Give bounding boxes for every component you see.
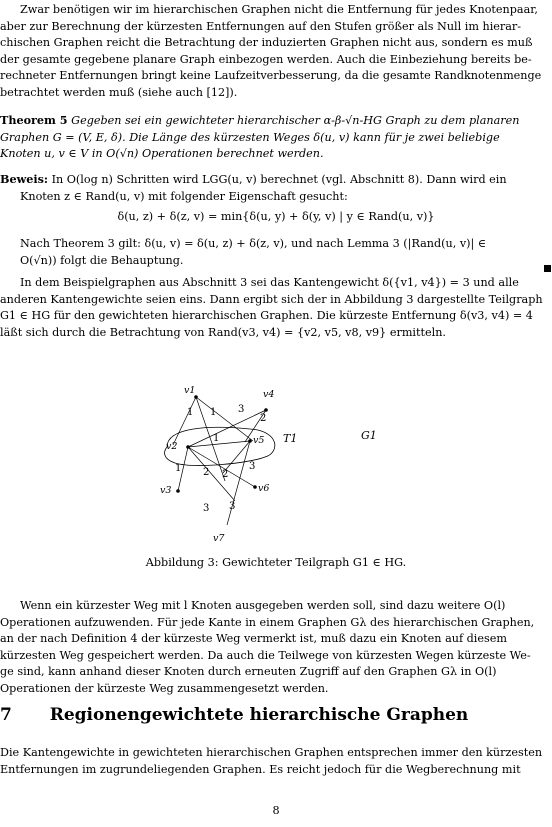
paragraph — [0, 745, 552, 778]
proof-text: O(√n)) folgt die Behauptung. — [20, 253, 184, 267]
text-line: Die Kantengewichte in gewichteten hierarchischen Graphen entsprechen immer den kürzesten — [0, 746, 543, 759]
text-line: Entfernungen im zugrundeliegenden Graphen. Es reicht jedoch für die Wegberechnung mit — [0, 762, 521, 776]
intro-paragraph — [0, 2, 552, 102]
section-number: 7 — [0, 705, 12, 725]
text-line: läßt sich durch die Betrachtung von Rand(v3, v4) = {v2, v5, v8, v9} ermitteln. — [0, 325, 446, 339]
section-title: Regionengewichtete hierarchische Graphen — [49, 705, 469, 725]
edge-weight: 1 — [187, 407, 194, 418]
text-line: der gesamte gegebene planare Graph einbezogen werden. Auch die Einbeziehung bereits be- — [0, 52, 532, 66]
region-label: T1 — [283, 432, 298, 445]
edge-weight: 3 — [249, 461, 256, 472]
edge-weight: 1 — [213, 433, 220, 444]
graph-figure — [155, 385, 415, 545]
edge-weight: 1 — [210, 407, 217, 418]
text-line: Operationen aufzuwenden. Für jede Kante in einem Graphen Gλ des hierarchischen Graphen, — [0, 615, 535, 629]
theorem-text: Knoten u, v ∈ V in O(√n) Operationen berechnet werden. — [0, 147, 324, 161]
graph-label: G1 — [361, 429, 377, 442]
text-line: G1 ∈ HG für den gewichteten hierarchischen Graphen. Die kürzeste Entfernung δ(v3, v4) = 4 — [0, 309, 533, 323]
node-label: v6 — [258, 483, 270, 494]
node-label: v5 — [253, 435, 265, 446]
proof-block — [0, 171, 552, 205]
node-label: v2 — [166, 441, 178, 452]
node-label: v7 — [213, 533, 225, 544]
proof-text: Nach Theorem 3 gilt: δ(u, v) = δ(u, z) + δ(z, v), und nach Lemma 3 (|Rand(u, v)| ∈ — [20, 237, 487, 250]
edge-weight: 3 — [238, 404, 245, 415]
edge-weight: 2 — [203, 467, 210, 478]
node-label: v4 — [263, 389, 275, 400]
text-line: ge sind, kann anhand dieser Knoten durch erneuten Zugriff auf den Graphen Gλ in O(l) — [0, 665, 497, 679]
page-number: 8 — [272, 804, 280, 817]
edge-weight: 1 — [175, 463, 182, 474]
text-line: chischen Graphen reicht die Betrachtung der induzierten Graphen nicht aus, sondern es muß — [0, 36, 533, 50]
text-line: anderen Kantengewichte seien eins. Dann ergibt sich der in Abbildung 3 dargestellte Teilgraph — [0, 292, 543, 306]
text-line: kürzesten Weg gespeichert werden. Da auch die Teilwege von kürzesten Wegen kürzeste We- — [0, 648, 531, 662]
node-label: v3 — [160, 485, 172, 496]
theorem-block — [0, 112, 552, 163]
edge-weight: 3 — [229, 501, 236, 512]
region-curve — [165, 427, 275, 465]
paragraph — [0, 598, 552, 698]
node-label: v1 — [184, 385, 196, 396]
proof-text: In O(log n) Schritten wird LGG(u, v) berechnet (vgl. Abschnitt 8). Dann wird ein — [51, 173, 507, 186]
edge-weight: 2 — [260, 413, 267, 424]
figure-caption: Abbildung 3: Gewichteter Teilgraph G1 ∈ HG. — [145, 556, 407, 569]
text-line: aber zur Berechnung der kürzesten Entfernungen auf den Stufen größer als Null im hierar- — [0, 19, 522, 33]
theorem-text: Graphen G = (V, E, δ). Die Länge des kürzesten Weges δ(u, v) kann für je zwei beliebige — [0, 130, 500, 144]
text-line: rechneter Entfernungen bringt keine Laufzeitverbesserung, da die gesamte Randknotenmenge — [0, 69, 542, 83]
theorem-label: Theorem 5 — [0, 113, 68, 127]
text-line: In dem Beispielgraphen aus Abschnitt 3 sei das Kantengewicht δ({v1, v4}) = 3 und alle — [20, 276, 519, 289]
text-line: betrachtet werden muß (siehe auch [12]). — [0, 85, 238, 99]
section-heading — [0, 705, 468, 725]
text-line: Operationen der kürzeste Weg zusammengesetzt werden. — [0, 681, 329, 695]
qed-square — [544, 265, 551, 272]
theorem-text: Gegeben sei ein gewichteter hierarchischer α-β-√n-HG Graph zu dem planaren — [71, 114, 520, 127]
proof-formula: δ(u, z) + δ(z, v) = min{δ(u, y) + δ(y, v) | y ∈ Rand(u, v)} — [117, 210, 435, 223]
text-line: Zwar benötigen wir im hierarchischen Graphen nicht die Entfernung für jedes Knotenpaar, — [20, 3, 538, 16]
text-line: an der nach Definition 4 der kürzeste Weg vermerkt ist, muß dazu ein Knoten auf diesem — [0, 632, 507, 646]
example-paragraph — [0, 275, 552, 341]
text-line: Wenn ein kürzester Weg mit l Knoten ausgegeben werden soll, sind dazu weitere O(l) — [20, 599, 506, 612]
edge-weight: 2 — [222, 469, 229, 480]
proof-label: Beweis: — [0, 172, 49, 186]
proof-text: Knoten z ∈ Rand(u, v) mit folgender Eigenschaft gesucht: — [20, 189, 348, 203]
edge-weight: 3 — [203, 503, 210, 514]
proof-conclusion — [0, 236, 552, 269]
